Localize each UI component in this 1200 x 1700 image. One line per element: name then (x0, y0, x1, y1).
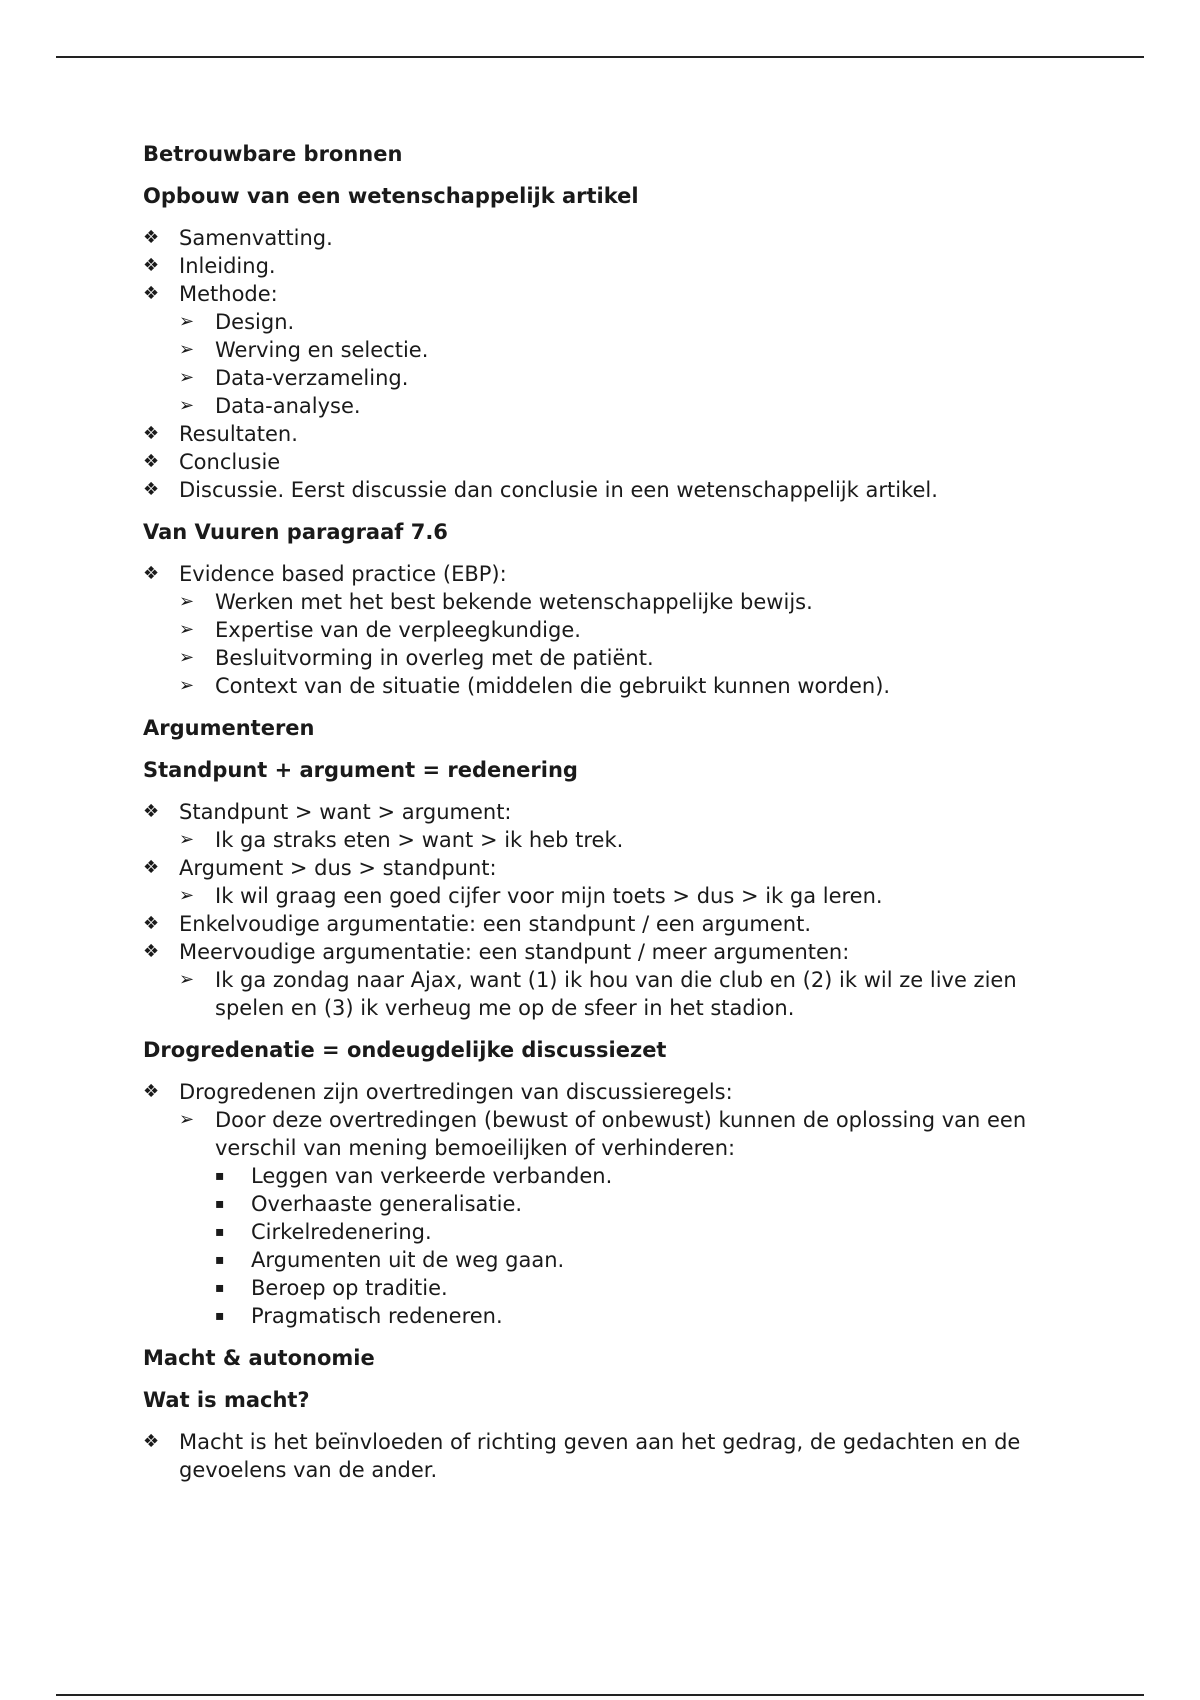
diamond-bullet-icon: ❖ (143, 255, 160, 276)
document-body (143, 140, 1043, 1484)
arrow-bullet-icon: ➢ (179, 1109, 195, 1130)
list-item: ❖ Methode: (143, 282, 278, 306)
list-subitem: ➢ Expertise van de verpleegkundige. (179, 618, 581, 642)
diamond-bullet-icon: ❖ (143, 857, 160, 878)
heading-drogredenatie: Drogredenatie = ondeugdelijke discussiezet (143, 1038, 667, 1062)
list-subitem: ➢ Ik ga zondag naar Ajax, want (1) ik hou van die club en (2) ik wil ze live zien spelen en (3) ik verheug me op de sfeer in het stadion. (179, 968, 1017, 1020)
list-item: ❖ Macht is het beïnvloeden of richting geven aan het gedrag, de gedachten en de gevoelens van de ander. (143, 1430, 1021, 1482)
diamond-bullet-icon: ❖ (143, 801, 160, 822)
arrow-bullet-icon: ➢ (179, 339, 195, 360)
list-subitem: ➢ Ik ga straks eten > want > ik heb trek. (179, 828, 624, 852)
list-item: ❖ Standpunt > want > argument: (143, 800, 512, 824)
list-subsubitem: ▪ Leggen van verkeerde verbanden. (215, 1164, 613, 1188)
heading-argumenteren: Argumenteren (143, 716, 315, 740)
list-subitem: ➢ Data-verzameling. (179, 366, 409, 390)
diamond-bullet-icon: ❖ (143, 1081, 160, 1102)
list-subitem: ➢ Design. (179, 310, 295, 334)
arrow-bullet-icon: ➢ (179, 591, 195, 612)
list-item: ❖ Enkelvoudige argumentatie: een standpunt / een argument. (143, 912, 812, 936)
list-subsubitem: ▪ Beroep op traditie. (215, 1276, 448, 1300)
list-subitem: ➢ Werving en selectie. (179, 338, 429, 362)
heading-wat-is-macht: Wat is macht? (143, 1388, 310, 1412)
list-subsubitem: ▪ Overhaaste generalisatie. (215, 1192, 523, 1216)
diamond-bullet-icon: ❖ (143, 1431, 160, 1452)
heading-van-vuuren: Van Vuuren paragraaf 7.6 (143, 520, 448, 544)
list-subitem: ➢ Besluitvorming in overleg met de patiënt. (179, 646, 654, 670)
diamond-bullet-icon: ❖ (143, 451, 160, 472)
bottom-rule (56, 1694, 1144, 1696)
diamond-bullet-icon: ❖ (143, 283, 160, 304)
list-item: ❖ Drogredenen zijn overtredingen van discussieregels: (143, 1080, 733, 1104)
heading-betrouwbare-bronnen: Betrouwbare bronnen (143, 142, 403, 166)
heading-standpunt-argument: Standpunt + argument = redenering (143, 758, 578, 782)
list-item: ❖ Samenvatting. (143, 226, 333, 250)
list-subitem: ➢ Data-analyse. (179, 394, 361, 418)
arrow-bullet-icon: ➢ (179, 675, 195, 696)
list-subitem: ➢ Context van de situatie (middelen die gebruikt kunnen worden). (179, 674, 891, 698)
diamond-bullet-icon: ❖ (143, 913, 160, 934)
list-subsubitem: ▪ Pragmatisch redeneren. (215, 1304, 503, 1328)
diamond-bullet-icon: ❖ (143, 227, 160, 248)
heading-macht-autonomie: Macht & autonomie (143, 1346, 375, 1370)
list-subitem: ➢ Ik wil graag een goed cijfer voor mijn toets > dus > ik ga leren. (179, 884, 883, 908)
arrow-bullet-icon: ➢ (179, 829, 195, 850)
list-subsubitem: ▪ Cirkelredenering. (215, 1220, 432, 1244)
list-item: ❖ Discussie. Eerst discussie dan conclusie in een wetenschappelijk artikel. (143, 478, 938, 502)
square-bullet-icon: ▪ (215, 1196, 225, 1212)
square-bullet-icon: ▪ (215, 1308, 225, 1324)
list-item: ❖ Meervoudige argumentatie: een standpunt / meer argumenten: (143, 940, 850, 964)
list-item: ❖ Argument > dus > standpunt: (143, 856, 497, 880)
list-item: ❖ Inleiding. (143, 254, 276, 278)
arrow-bullet-icon: ➢ (179, 969, 195, 990)
list-item: ❖ Resultaten. (143, 422, 298, 446)
square-bullet-icon: ▪ (215, 1224, 225, 1240)
arrow-bullet-icon: ➢ (179, 395, 195, 416)
list-item: ❖ Evidence based practice (EBP): (143, 562, 507, 586)
square-bullet-icon: ▪ (215, 1252, 225, 1268)
list-drogredenatie (143, 1078, 1043, 1330)
arrow-bullet-icon: ➢ (179, 619, 195, 640)
diamond-bullet-icon: ❖ (143, 563, 160, 584)
diamond-bullet-icon: ❖ (143, 479, 160, 500)
list-item: ❖ Conclusie (143, 450, 281, 474)
list-opbouw-artikel (143, 224, 1043, 504)
list-wat-is-macht (143, 1428, 1043, 1484)
diamond-bullet-icon: ❖ (143, 941, 160, 962)
list-van-vuuren (143, 560, 1043, 700)
arrow-bullet-icon: ➢ (179, 367, 195, 388)
list-standpunt-argument (143, 798, 1043, 1022)
arrow-bullet-icon: ➢ (179, 885, 195, 906)
list-subsubitem: ▪ Argumenten uit de weg gaan. (215, 1248, 565, 1272)
list-subitem: ➢ Door deze overtredingen (bewust of onbewust) kunnen de oplossing van een verschil van mening bemoeilijken of verhinderen: (179, 1108, 1027, 1160)
square-bullet-icon: ▪ (215, 1280, 225, 1296)
top-rule (56, 56, 1144, 58)
square-bullet-icon: ▪ (215, 1168, 225, 1184)
arrow-bullet-icon: ➢ (179, 311, 195, 332)
arrow-bullet-icon: ➢ (179, 647, 195, 668)
diamond-bullet-icon: ❖ (143, 423, 160, 444)
heading-opbouw-artikel: Opbouw van een wetenschappelijk artikel (143, 184, 639, 208)
list-subitem: ➢ Werken met het best bekende wetenschappelijke bewijs. (179, 590, 813, 614)
